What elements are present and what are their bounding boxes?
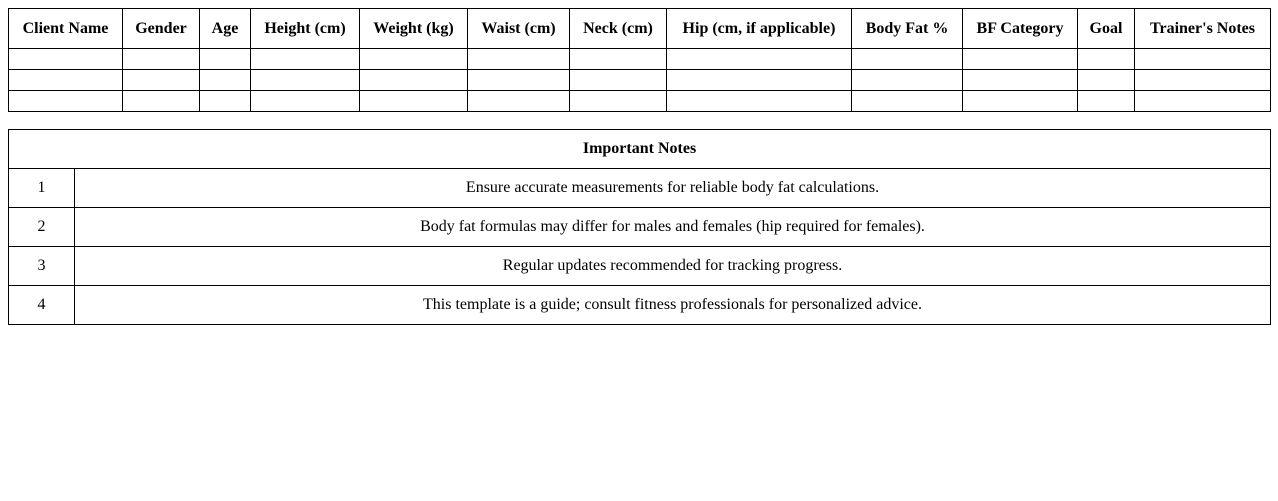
tracking-table-header-row [9,9,1271,49]
column-header-bf-category: BF Category [963,9,1078,49]
note-text: Body fat formulas may differ for males and females (hip required for females). [75,208,1271,247]
table-cell[interactable] [360,91,468,112]
table-cell[interactable] [251,70,360,91]
client-tracking-table [8,8,1271,112]
important-notes-table [8,129,1271,325]
table-cell[interactable] [200,91,251,112]
note-row [9,169,1271,208]
column-header-neck: Neck (cm) [570,9,667,49]
table-cell[interactable] [570,91,667,112]
table-cell[interactable] [251,91,360,112]
table-cell[interactable] [570,49,667,70]
table-cell[interactable] [9,49,123,70]
table-cell[interactable] [852,70,963,91]
column-header-age: Age [200,9,251,49]
note-number: 3 [9,247,75,286]
table-cell[interactable] [570,70,667,91]
table-row [9,49,1271,70]
table-cell[interactable] [1078,49,1135,70]
table-row [9,70,1271,91]
note-number: 2 [9,208,75,247]
column-header-height: Height (cm) [251,9,360,49]
table-cell[interactable] [1135,49,1271,70]
table-cell[interactable] [963,70,1078,91]
table-cell[interactable] [123,49,200,70]
table-cell[interactable] [667,91,852,112]
column-header-hip: Hip (cm, if applicable) [667,9,852,49]
table-cell[interactable] [9,91,123,112]
column-header-trainers-notes: Trainer's Notes [1135,9,1271,49]
table-cell[interactable] [251,49,360,70]
table-cell[interactable] [963,91,1078,112]
note-row [9,247,1271,286]
table-cell[interactable] [200,70,251,91]
column-header-weight: Weight (kg) [360,9,468,49]
column-header-waist: Waist (cm) [468,9,570,49]
table-cell[interactable] [360,49,468,70]
table-cell[interactable] [1078,70,1135,91]
note-number: 1 [9,169,75,208]
note-number: 4 [9,286,75,325]
table-cell[interactable] [667,70,852,91]
table-cell[interactable] [852,91,963,112]
table-cell[interactable] [852,49,963,70]
note-row [9,286,1271,325]
note-text: This template is a guide; consult fitness professionals for personalized advice. [75,286,1271,325]
table-cell[interactable] [468,49,570,70]
column-header-body-fat: Body Fat % [852,9,963,49]
table-cell[interactable] [200,49,251,70]
table-cell[interactable] [9,70,123,91]
column-header-goal: Goal [1078,9,1135,49]
table-cell[interactable] [123,70,200,91]
column-header-client-name: Client Name [9,9,123,49]
note-text: Regular updates recommended for tracking progress. [75,247,1271,286]
table-cell[interactable] [123,91,200,112]
table-row [9,91,1271,112]
table-cell[interactable] [468,70,570,91]
notes-title-row [9,130,1271,169]
table-cell[interactable] [963,49,1078,70]
table-cell[interactable] [667,49,852,70]
notes-title: Important Notes [9,130,1271,169]
note-row [9,208,1271,247]
table-cell[interactable] [1135,70,1271,91]
column-header-gender: Gender [123,9,200,49]
table-cell[interactable] [1078,91,1135,112]
table-cell[interactable] [360,70,468,91]
table-cell[interactable] [468,91,570,112]
table-cell[interactable] [1135,91,1271,112]
note-text: Ensure accurate measurements for reliable body fat calculations. [75,169,1271,208]
